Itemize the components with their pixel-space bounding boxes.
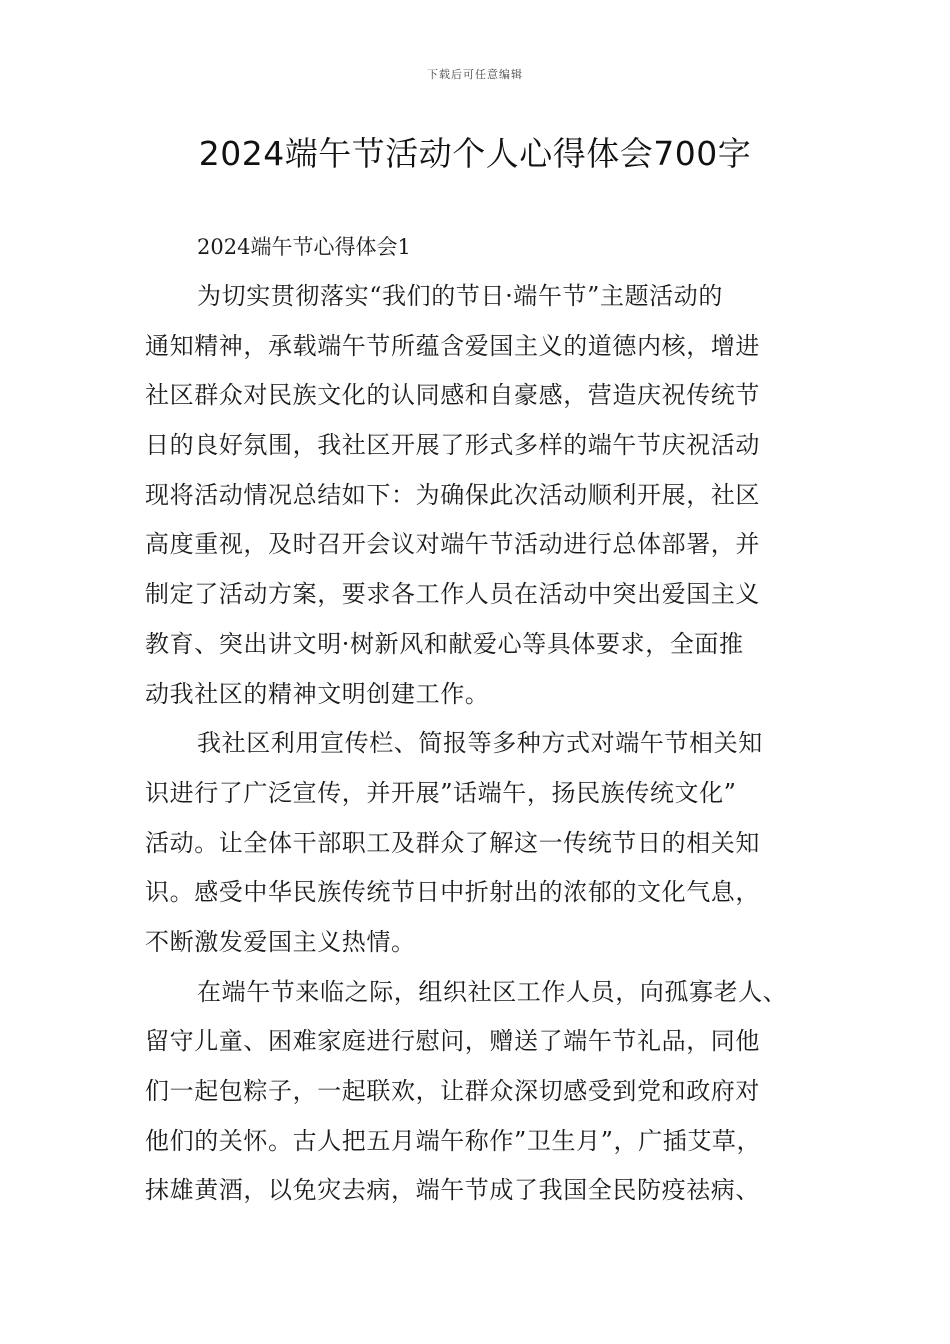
text-line: 活动。让全体干部职工及群众了解这一传统节日的相关知	[145, 828, 760, 857]
paragraph-1	[145, 272, 813, 719]
document-body	[145, 222, 813, 1216]
text-line: 动我社区的精神文明创建工作。	[145, 679, 490, 708]
paragraph-2	[145, 719, 813, 967]
document-title: 2024端午节活动个人心得体会700字	[198, 134, 752, 173]
text-line: 社区群众对民族文化的认同感和自豪感，营造庆祝传统节	[145, 381, 760, 410]
text-line: 教育、突出讲文明·树新风和献爱心等具体要求，全面推	[145, 629, 744, 658]
text-line: 为切实贯彻落实“我们的节日·端午节”主题活动的	[197, 282, 723, 310]
text-line: 识。感受中华民族传统节日中折射出的浓郁的文化气息，	[145, 878, 760, 907]
text-line: 日的良好氛围，我社区开展了形式多样的端午节庆祝活动	[145, 431, 760, 460]
text-line: 在端午节来临之际，组织社区工作人员，向孤寡老人、	[197, 977, 788, 1006]
text-line: 抹雄黄酒，以免灾去病，端午节成了我国全民防疫祛病、	[145, 1176, 760, 1205]
text-line: 识进行了广泛宣传，并开展”话端午，扬民族传统文化”	[145, 778, 737, 807]
section-heading: 2024端午节心得体会1	[197, 235, 411, 259]
text-line: 高度重视，及时召开会议对端午节活动进行总体部署，并	[145, 530, 760, 559]
text-line: 们一起包粽子，一起联欢，让群众深切感受到党和政府对	[145, 1077, 760, 1105]
paragraph-3	[145, 968, 813, 1216]
text-line: 他们的关怀。古人把五月端午称作”卫生月”，广插艾草，	[145, 1126, 762, 1155]
text-line: 现将活动情况总结如下：为确保此次活动顺利开展，社区	[145, 480, 760, 509]
header-note: 下载后可任意编辑	[427, 68, 523, 81]
text-line: 不断激发爱国主义热情。	[145, 927, 416, 956]
text-line: 制定了活动方案，要求各工作人员在活动中突出爱国主义	[145, 580, 760, 609]
text-line: 通知精神，承载端午节所蕴含爱国主义的道德内核，增进	[145, 331, 760, 360]
text-line: 我社区利用宣传栏、简报等多种方式对端午节相关知	[197, 729, 763, 758]
text-line: 留守儿童、困难家庭进行慰问，赠送了端午节礼品，同他	[145, 1027, 760, 1056]
